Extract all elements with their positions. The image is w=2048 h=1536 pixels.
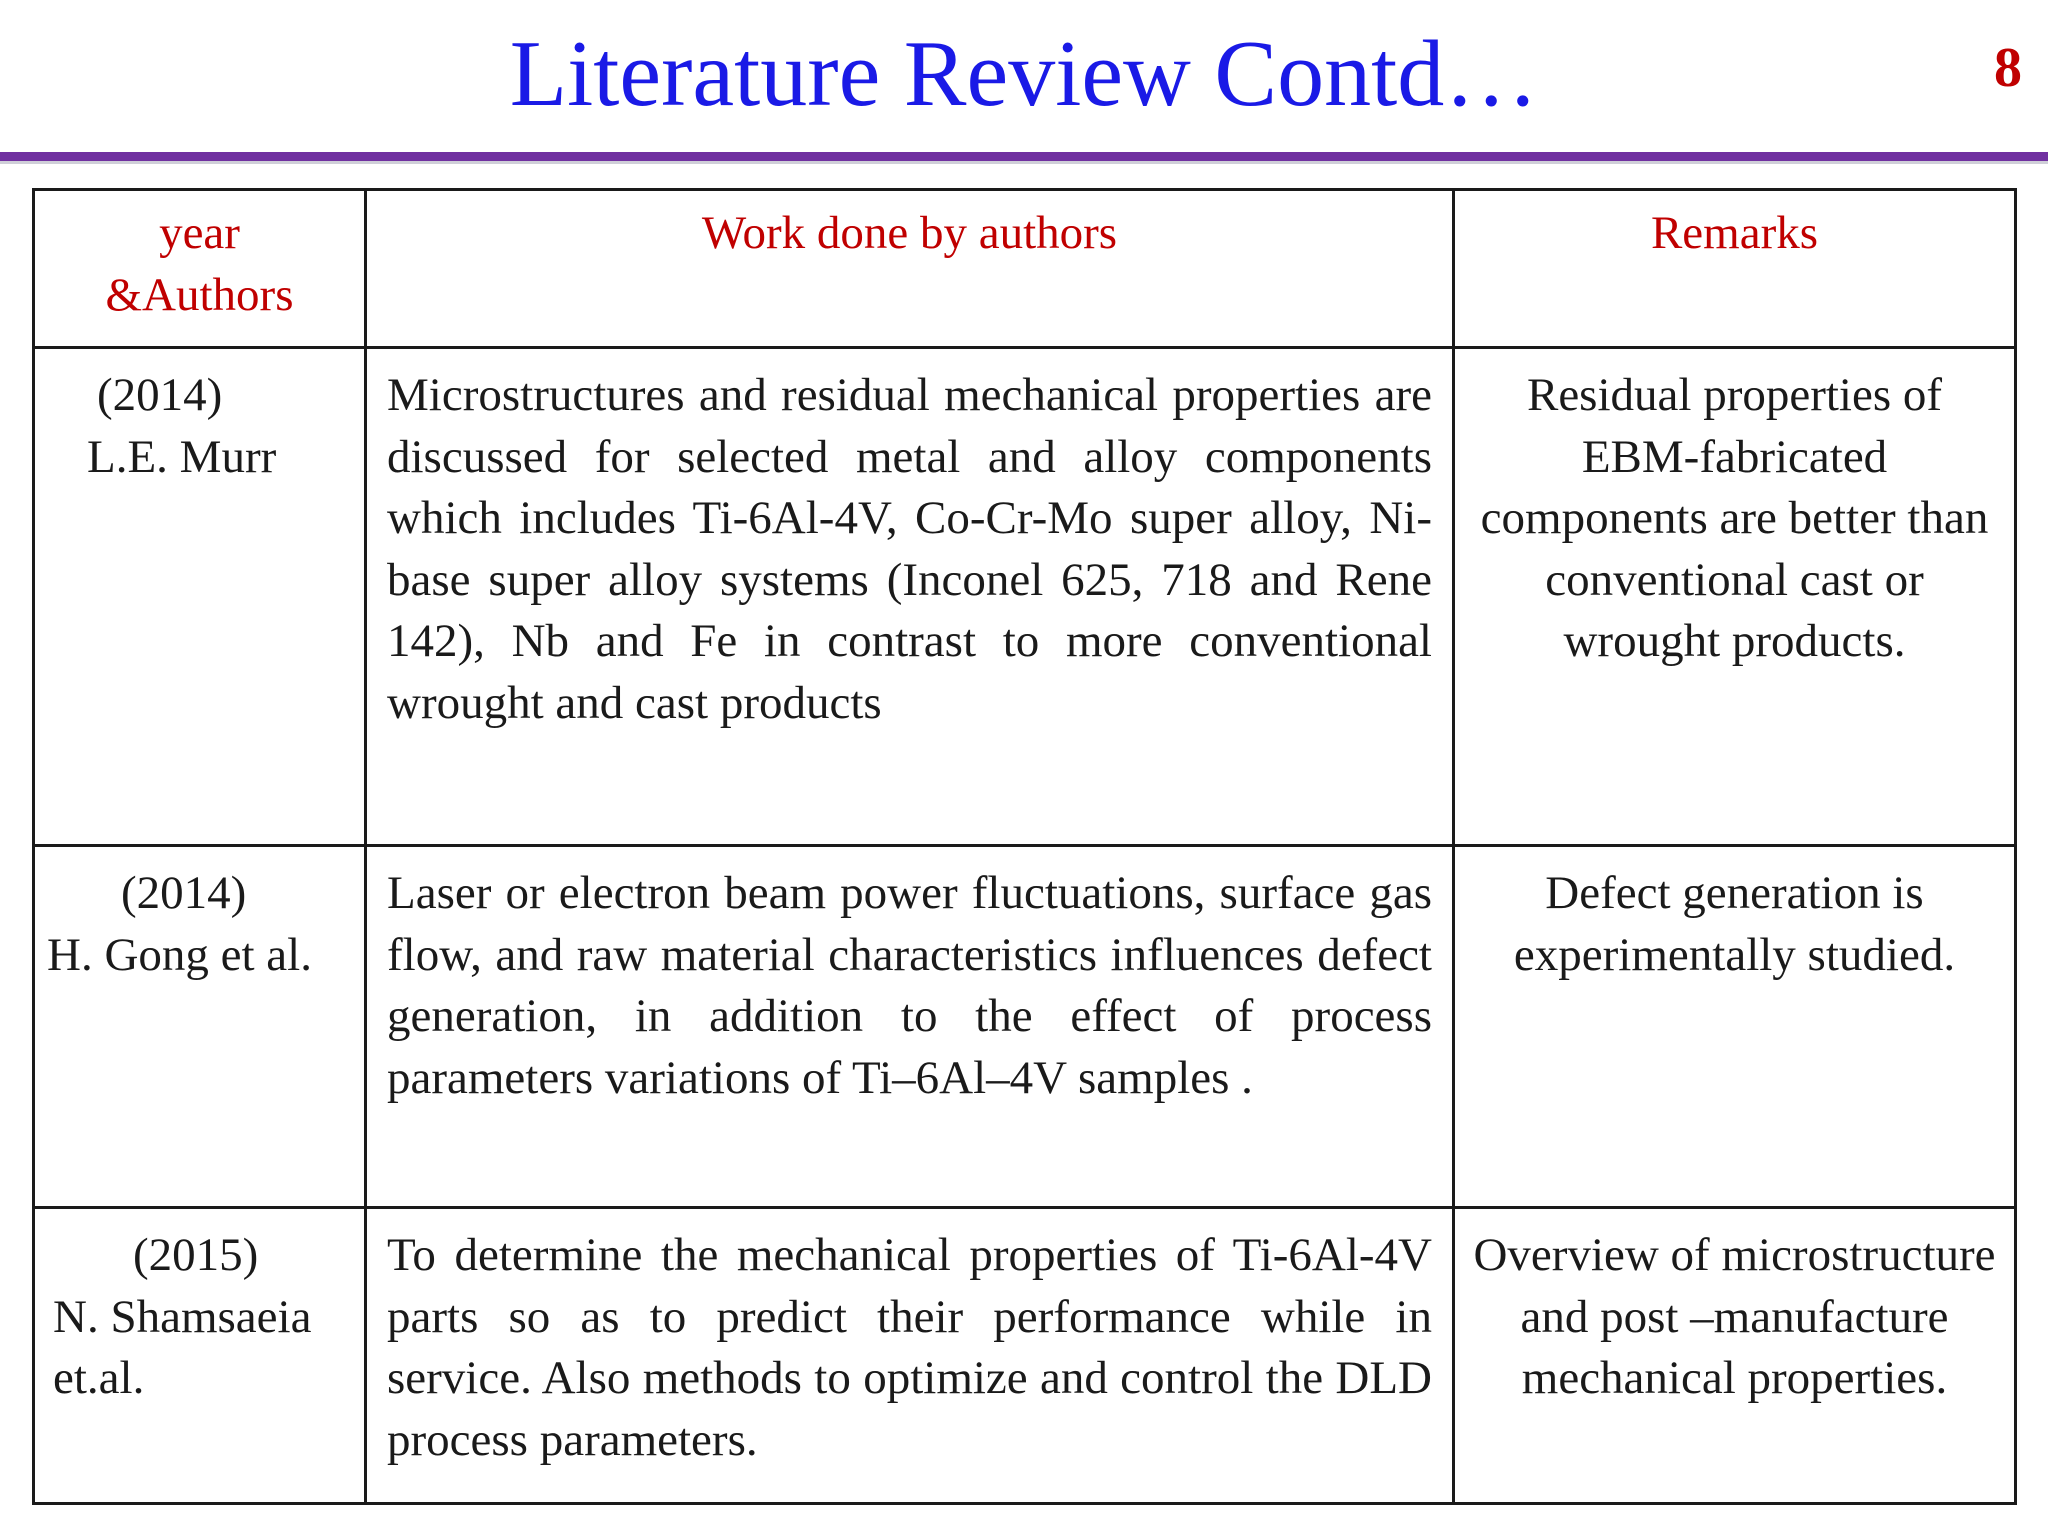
row-year: (2014) — [97, 369, 223, 421]
page-number: 8 — [1994, 37, 2022, 99]
header-year-authors — [34, 190, 366, 348]
table-row — [34, 846, 2016, 1208]
work-cell: Microstructures and residual mechanical properties are discussed for selected metal and alloy components which includes Ti-6Al-4V, Co-Cr-Mo super alloy, Ni-base super alloy systems (Inconel 625, 718 and Rene 142), Nb and Fe in contrast to more conventional wrought and cast products — [366, 348, 1454, 846]
work-cell: To determine the mechanical properties of Ti-6Al-4V parts so as to predict their performance while in service. Also methods to optimize and control the DLD process parameters. — [366, 1208, 1454, 1504]
header-authors-label: &Authors — [105, 268, 294, 321]
work-cell: Laser or electron beam power fluctuations, surface gas flow, and raw material characteristics influences defect generation, in addition to the effect of process parameters variations of Ti–6Al–4V samples . — [366, 846, 1454, 1208]
literature-table — [32, 188, 2017, 1505]
row-authors: H. Gong et al. — [47, 928, 312, 981]
row-authors: N. Shamsaeia — [53, 1290, 312, 1343]
table-row — [34, 1208, 2016, 1504]
remarks-cell: Defect generation is experimentally studied. — [1454, 846, 2016, 1208]
header-year-label: year — [159, 207, 240, 259]
table-header-row — [34, 190, 2016, 348]
row-year: (2015) — [133, 1229, 259, 1281]
table-row — [34, 348, 2016, 846]
slide-title: Literature Review Contd… — [509, 22, 1539, 126]
year-authors-cell — [34, 846, 366, 1208]
row-authors: L.E. Murr — [87, 430, 277, 483]
remarks-cell: Overview of microstructure and post –manufacture mechanical properties. — [1454, 1208, 2016, 1504]
year-authors-cell — [34, 1208, 366, 1504]
title-divider — [0, 152, 2048, 161]
row-authors-continued: et.al. — [53, 1352, 145, 1404]
year-authors-cell — [34, 348, 366, 846]
remarks-cell: Residual properties of EBM-fabricated components are better than conventional cast or wrought products. — [1454, 348, 2016, 846]
row-year: (2014) — [121, 867, 247, 919]
header-remarks: Remarks — [1454, 190, 2016, 348]
header-work-done: Work done by authors — [366, 190, 1454, 348]
title-divider-shadow — [0, 161, 2048, 164]
